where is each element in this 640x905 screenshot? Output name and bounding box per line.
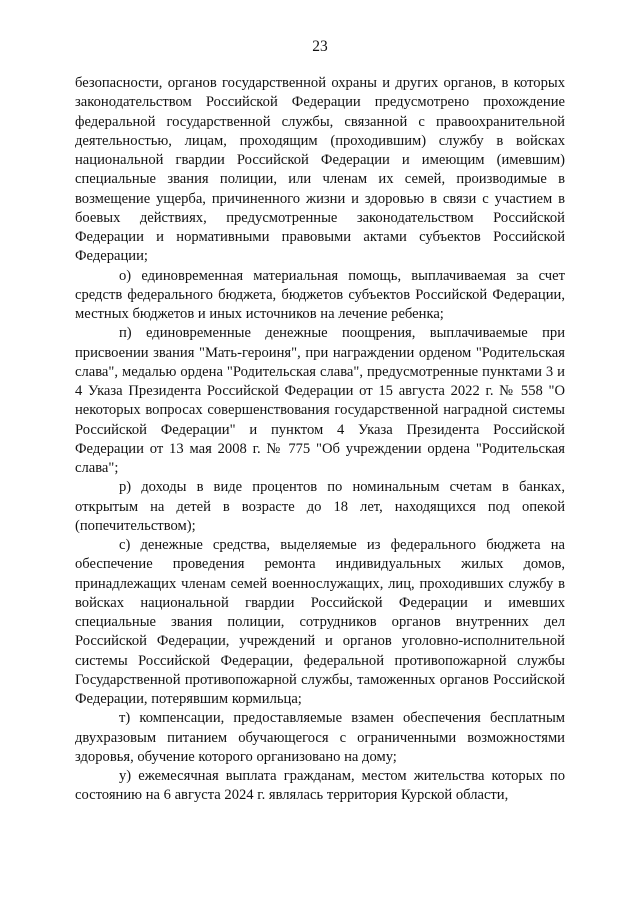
paragraph-item-r: р) доходы в виде процентов по номинальным счетам в банках, открытым на детей в возрасте до 18 лет, находящихся под опекой (попечительством); <box>75 479 565 534</box>
document-body <box>75 74 565 806</box>
paragraph-item-u: у) ежемесячная выплата гражданам, местом жительства которых по состоянию на 6 августа 2024 г. являлась территория Курской области, <box>75 768 565 804</box>
page-number: 23 <box>312 38 328 55</box>
paragraph-continuation: безопасности, органов государственной охраны и других органов, в которых законодательством Российской Федерации предусмотрено прохождение федеральной государственной службы, связанной с правоохранительной деятельностью, лицам, проходящим (проходившим) службу в войсках национальной гвардии Российской Федерации и имеющим (имевшим) специальные звания полиции, или членам их семей, производимые в возмещение ущерба, причиненного жизни и здоровью в связи с участием в боевых действиях, предусмотренные законодательством Российской Федерации и нормативными правовыми актами субъектов Российской Федерации; <box>75 75 565 265</box>
paragraph-item-t: т) компенсации, предоставляемые взамен обеспечения бесплатным двухразовым питанием обучающегося с ограниченными возможностями здоровья, обучение которого организовано на дому; <box>75 710 565 765</box>
paragraph-item-o: о) единовременная материальная помощь, выплачиваемая за счет средств федерального бюджета, бюджетов субъектов Российской Федерации, местных бюджетов и иных источников на лечение ребенка; <box>75 267 565 322</box>
paragraph-item-s: с) денежные средства, выделяемые из федерального бюджета на обеспечение проведения ремонта индивидуальных жилых домов, принадлежащих членам семей военнослужащих, лиц, проходивших службу в войсках национальной гвардии Российской Федерации и имевших специальные звания полиции, сотрудников органов внутренних дел Российской Федерации, учреждений и органов уголовно-исполнительной системы Российской Федерации, федеральной противопожарной службы Государственной противопожарной службы, таможенных органов Российской Федерации, потерявшим кормильца; <box>75 537 565 707</box>
paragraph-item-p: п) единовременные денежные поощрения, выплачиваемые при присвоении звания "Мать-героиня", при награждении орденом "Родительская слава", медалью ордена "Родительская слава", предусмотренные пунктами 3 и 4 Указа Президента Российской Федерации от 15 августа 2022 г. № 558 "О некоторых вопросах совершенствования государственной наградной системы Российской Федерации" и пунктом 4 Указа Президента Российской Федерации от 13 мая 2008 г. № 775 "Об учреждении ордена "Родительская слава"; <box>75 325 565 476</box>
